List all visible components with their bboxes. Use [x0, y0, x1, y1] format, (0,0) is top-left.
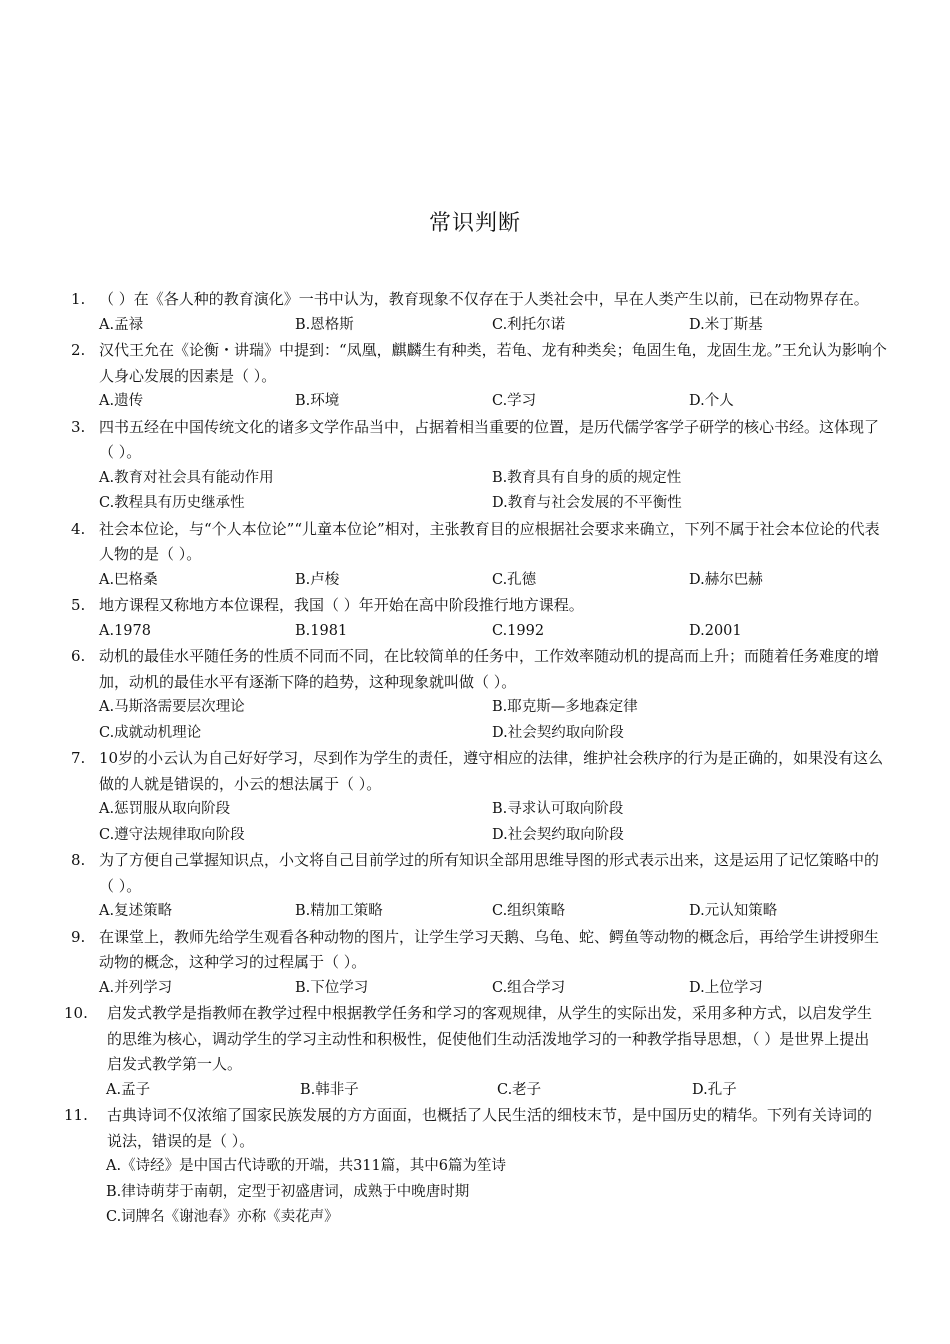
- question-text: 10岁的小云认为自己好好学习，尽到作为学生的责任，遵守相应的法律，维护社会秩序的行为是正确的，如果没有这么做的人就是错误的，小云的想法属于（ ）。: [99, 749, 884, 793]
- options-row: [0, 695, 950, 721]
- option-c: C.1992: [492, 622, 545, 639]
- option-d: D.米丁斯基: [689, 316, 763, 333]
- options-row: [0, 823, 950, 849]
- question-text: 四书五经在中国传统文化的诸多文学作品当中，占据着相当重要的位置，是历代儒学客学子研学的核心书经。这体现了（ ）。: [99, 417, 880, 461]
- option-c: C.成就动机理论: [99, 724, 202, 741]
- question-text: 地方课程又称地方本位课程，我国（ ）年开始在高中阶段推行地方课程。: [99, 596, 584, 614]
- options-row: [0, 313, 950, 339]
- option-b: B.教育具有自身的质的规定性: [492, 469, 682, 486]
- options-row: [0, 721, 950, 747]
- option-b: B.寻求认可取向阶段: [492, 801, 624, 817]
- option-a: A.教育对社会具有能动作用: [99, 469, 274, 486]
- options-row: [0, 899, 950, 925]
- option-a: A.孟禄: [99, 316, 144, 333]
- option-b: B.恩格斯: [295, 316, 354, 333]
- options-row: [0, 466, 950, 492]
- question-text: 启发式教学是指教师在教学过程中根据教学任务和学习的客观规律，从学生的实际出发，采用多种方式，以启发学生的思维为核心，调动学生的学习主动性和积极性，促使他们生动活泼地学习的一种教学指导思想，（ ）是世界上提出启发式教学第一人。: [107, 1004, 873, 1073]
- option-a: A.遗传: [99, 393, 144, 409]
- option-d: D.社会契约取向阶段: [492, 724, 624, 741]
- options-row: [0, 1154, 950, 1180]
- question-number: 5.: [71, 596, 86, 614]
- question-list: [0, 287, 950, 1231]
- options-row: [0, 568, 950, 594]
- option-a: A.惩罚服从取向阶段: [99, 801, 231, 817]
- option-a: A.《诗经》是中国古代诗歌的开端，共311篇，其中6篇为笙诗: [106, 1158, 506, 1174]
- question-text: 为了方便自己掌握知识点，小文将自己目前学过的所有知识全部用思维导图的形式表示出来，这是运用了记忆策略中的（ ）。: [99, 851, 880, 895]
- options-row: [0, 1205, 950, 1231]
- option-c: C.学习: [492, 393, 537, 409]
- options-row: [0, 491, 950, 517]
- option-d: D.元认知策略: [689, 903, 778, 919]
- question-number: 10.: [64, 1004, 88, 1022]
- options-row: [0, 976, 950, 1002]
- question-9: [0, 925, 950, 1002]
- question-3: [0, 415, 950, 517]
- question-10: [0, 1001, 950, 1103]
- question-number: 8.: [71, 851, 86, 869]
- option-a: A.并列学习: [99, 979, 173, 996]
- question-text: 动机的最佳水平随任务的性质不同而不同，在比较简单的任务中，工作效率随动机的提高而上升；而随着任务难度的增加，动机的最佳水平有逐渐下降的趋势，这种现象就叫做（ ）。: [99, 647, 880, 691]
- option-b: B.1981: [295, 622, 348, 639]
- option-d: D.社会契约取向阶段: [492, 826, 624, 843]
- page-title: 常识判断: [428, 211, 521, 236]
- option-d: D.赫尔巴赫: [689, 571, 763, 588]
- question-8: [0, 848, 950, 925]
- options-row: [0, 389, 950, 415]
- option-a: A.1978: [99, 622, 151, 639]
- option-d: D.上位学习: [689, 979, 763, 996]
- option-a: A.孟子: [106, 1081, 151, 1098]
- option-c: C.老子: [497, 1081, 542, 1098]
- question-number: 9.: [71, 927, 86, 946]
- question-number: 6.: [71, 647, 86, 665]
- question-number: 1.: [71, 290, 86, 308]
- option-b: B.耶克斯—多地森定律: [492, 699, 638, 715]
- question-6: [0, 644, 950, 746]
- question-5: [0, 593, 950, 644]
- option-d: D.个人: [689, 393, 734, 409]
- question-11: [0, 1103, 950, 1231]
- question-text: 在课堂上，教师先给学生观看各种动物的图片，让学生学习天鹅、乌龟、蛇、鳄鱼等动物的概念后，再给学生讲授卵生动物的概念，这种学习的过程属于（ ）。: [99, 927, 880, 971]
- option-b: B.韩非子: [300, 1081, 359, 1098]
- option-c: C.教程具有历史继承性: [99, 495, 245, 511]
- question-number: 11.: [64, 1106, 88, 1124]
- option-a: A.马斯洛需要层次理论: [99, 699, 245, 715]
- option-c: C.组织策略: [492, 903, 566, 919]
- question-number: 3.: [71, 417, 86, 436]
- question-4: [0, 517, 950, 594]
- option-d: D.孔子: [692, 1081, 737, 1098]
- question-text: （ ）在《各人种的教育演化》一书中认为，教育现象不仅存在于人类社会中，早在人类产生以前，已在动物界存在。: [99, 290, 869, 308]
- option-c: C.遵守法规律取向阶段: [99, 826, 245, 843]
- option-d: D.教育与社会发展的不平衡性: [492, 495, 682, 511]
- option-b: B.卢梭: [295, 571, 340, 588]
- options-row: [0, 797, 950, 823]
- option-c: C.词牌名《谢池春》亦称《卖花声》: [106, 1209, 339, 1225]
- options-row: [0, 1078, 950, 1104]
- option-a: A.复述策略: [99, 903, 173, 919]
- option-c: C.组合学习: [492, 979, 566, 996]
- option-b: B.律诗萌芽于南朝，定型于初盛唐词，成熟于中晚唐时期: [106, 1183, 470, 1200]
- option-b: B.下位学习: [295, 979, 369, 996]
- option-d: D.2001: [689, 622, 742, 639]
- options-row: [0, 619, 950, 645]
- question-number: 7.: [71, 749, 86, 767]
- question-text: 汉代王允在《论衡・讲瑞》中提到：“凤凰，麒麟生有种类，若龟、龙有种类矣；龟固生龟，龙固生龙。”王允认为影响个人身心发展的因素是（ ）。: [99, 341, 887, 385]
- question-number: 4.: [71, 519, 86, 538]
- question-number: 2.: [71, 341, 86, 359]
- option-c: C.利托尔诺: [492, 316, 566, 333]
- question-1: [0, 287, 950, 338]
- option-b: B.环境: [295, 393, 340, 409]
- options-row: [0, 1180, 950, 1206]
- option-b: B.精加工策略: [295, 903, 383, 919]
- question-text: 社会本位论，与“个人本位论”“儿童本位论”相对，主张教育目的应根据社会要求来确立，下列不属于社会本位论的代表人物的是（ ）。: [99, 519, 880, 563]
- question-text: 古典诗词不仅浓缩了国家民族发展的方方面面，也概括了人民生活的细枝末节，是中国历史的精华。下列有关诗词的说法，错误的是（ ）。: [107, 1106, 873, 1150]
- question-2: [0, 338, 950, 415]
- question-7: [0, 746, 950, 848]
- option-a: A.巴格桑: [99, 571, 158, 588]
- option-c: C.孔德: [492, 571, 537, 588]
